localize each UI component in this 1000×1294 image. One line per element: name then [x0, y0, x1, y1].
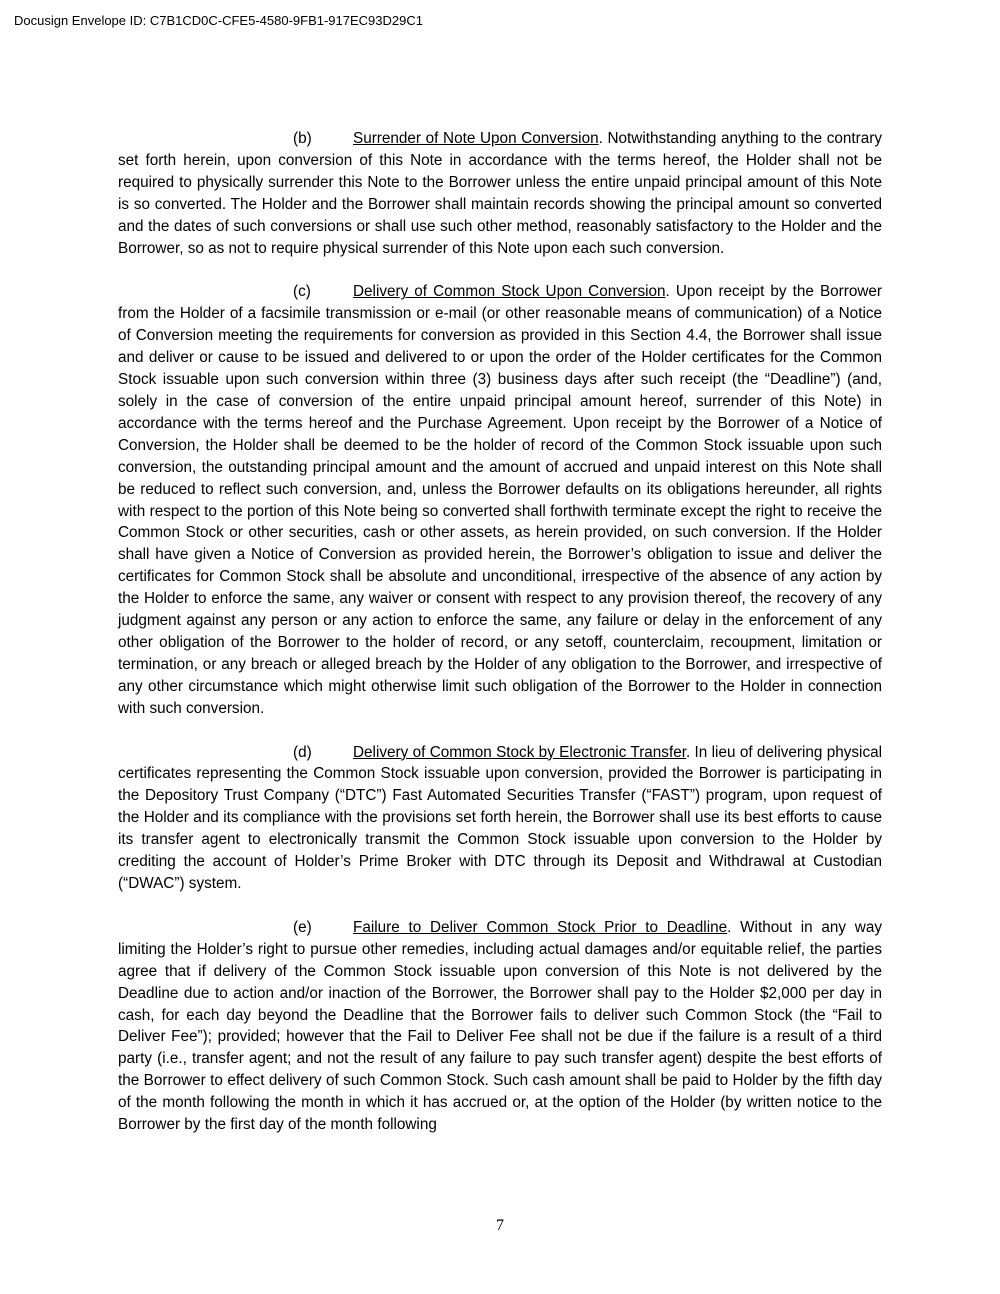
paragraph-heading: Surrender of Note Upon Conversion [353, 130, 599, 147]
page-number: 7 [496, 1217, 504, 1234]
paragraph-heading: Delivery of Common Stock Upon Conversion [353, 283, 666, 301]
document-body [118, 128, 882, 1158]
paragraph-text: . In lieu of delivering physical certificates representing the Common Stock issuable upon conversion, provided the Borrower is participating in the Depository Trust Company (“DTC”) Fast Automated Securities Transfer (“FAST”) program, upon request of the Holder and its compliance with the provisions set forth herein, the Borrower shall use its best efforts to cause its transfer agent to electronically transmit the Common Stock issuable upon conversion to the Holder by crediting the account of Holder’s Prime Broker with DTC through its Deposit and Withdrawal at Custodian (“DWAC”) system. [118, 743, 882, 892]
paragraph-marker: (d) [293, 743, 312, 761]
paragraph-marker: (e) [293, 918, 312, 936]
paragraph-marker: (b) [293, 130, 312, 147]
envelope-id: Docusign Envelope ID: C7B1CD0C-CFE5-4580-9FB1-917EC93D29C1 [14, 13, 423, 28]
paragraph-text: . Notwithstanding anything to the contrary set forth herein, upon conversion of this Note in accordance with the terms hereof, the Holder shall not be required to physically surrender this Note to the Borrower unless the entire unpaid principal amount of this Note is so converted. The Holder and the Borrower shall maintain records showing the principal amount so converted and the dates of such conversions or shall use such other method, reasonably satisfactory to the Holder and the Borrower, so as not to require physical surrender of this Note upon each such conversion. [118, 130, 882, 257]
paragraph-e [118, 917, 882, 1136]
paragraph-text: . Upon receipt by the Borrower from the Holder of a facsimile transmission or e-mail (or other reasonable means of communication) of a Notice of Conversion meeting the requirements for conversion as provided in this Section 4.4, the Borrower shall issue and deliver or cause to be issued and delivered to or upon the order of the Holder certificates for the Common Stock issuable upon such conversion within three (3) business days after such receipt (the “Deadline”) (and, solely in the case of conversion of the entire unpaid principal amount hereof, surrender of this Note) in accordance with the terms hereof and the Purchase Agreement. Upon receipt by the Borrower of a Notice of Conversion, the Holder shall be deemed to be the holder of record of the Common Stock issuable upon such conversion, the outstanding principal amount and the amount of accrued and unpaid interest on this Note shall be reduced to reflect such conversion, and, unless the Borrower defaults on its obligations hereunder, all rights with respect to the portion of this Note being so converted shall forthwith terminate except the right to receive the Common Stock or other securities, cash or other assets, as herein provided, on such conversion. If the Holder shall have given a Notice of Conversion as provided herein, the Borrower’s obligation to issue and deliver the certificates for Common Stock shall be absolute and unconditional, irrespective of the absence of any action by the Holder to enforce the same, any waiver or consent with respect to any provision thereof, the recovery of any judgment against any person or any action to enforce the same, any failure or delay in the enforcement of any other obligation of the Borrower to the holder of record, or any setoff, counterclaim, recoupment, limitation or termination, or any breach or alleged breach by the Holder of any obligation to the Borrower, and irrespective of any other circumstance which might otherwise limit such obligation of the Borrower to the Holder in connection with such conversion. [118, 283, 882, 717]
paragraph-text: . Without in any way limiting the Holder’s right to pursue other remedies, including actual damages and/or equitable relief, the parties agree that if delivery of the Common Stock issuable upon conversion of this Note is not delivered by the Deadline due to action and/or inaction of the Borrower, the Borrower shall pay to the Holder $2,000 per day in cash, for each day beyond the Deadline that the Borrower fails to deliver such Common Stock (the “Fail to Deliver Fee”); provided; however that the Fail to Deliver Fee shall not be due if the failure is a result of a third party (i.e., transfer agent; and not the result of any failure to pay such transfer agent) despite the best efforts of the Borrower to effect delivery of such Common Stock. Such cash amount shall be paid to Holder by the fifth day of the month following the month in which it has accrued or, at the option of the Holder (by written notice to the Borrower by the first day of the month following [118, 918, 882, 1134]
paragraph-heading: Failure to Deliver Common Stock Prior to Deadline [353, 918, 728, 936]
paragraph-marker: (c) [293, 283, 311, 301]
paragraph-b [118, 128, 882, 259]
paragraph-c [118, 281, 882, 719]
paragraph-d [118, 742, 882, 895]
paragraph-heading: Delivery of Common Stock by Electronic Transfer [353, 743, 686, 761]
